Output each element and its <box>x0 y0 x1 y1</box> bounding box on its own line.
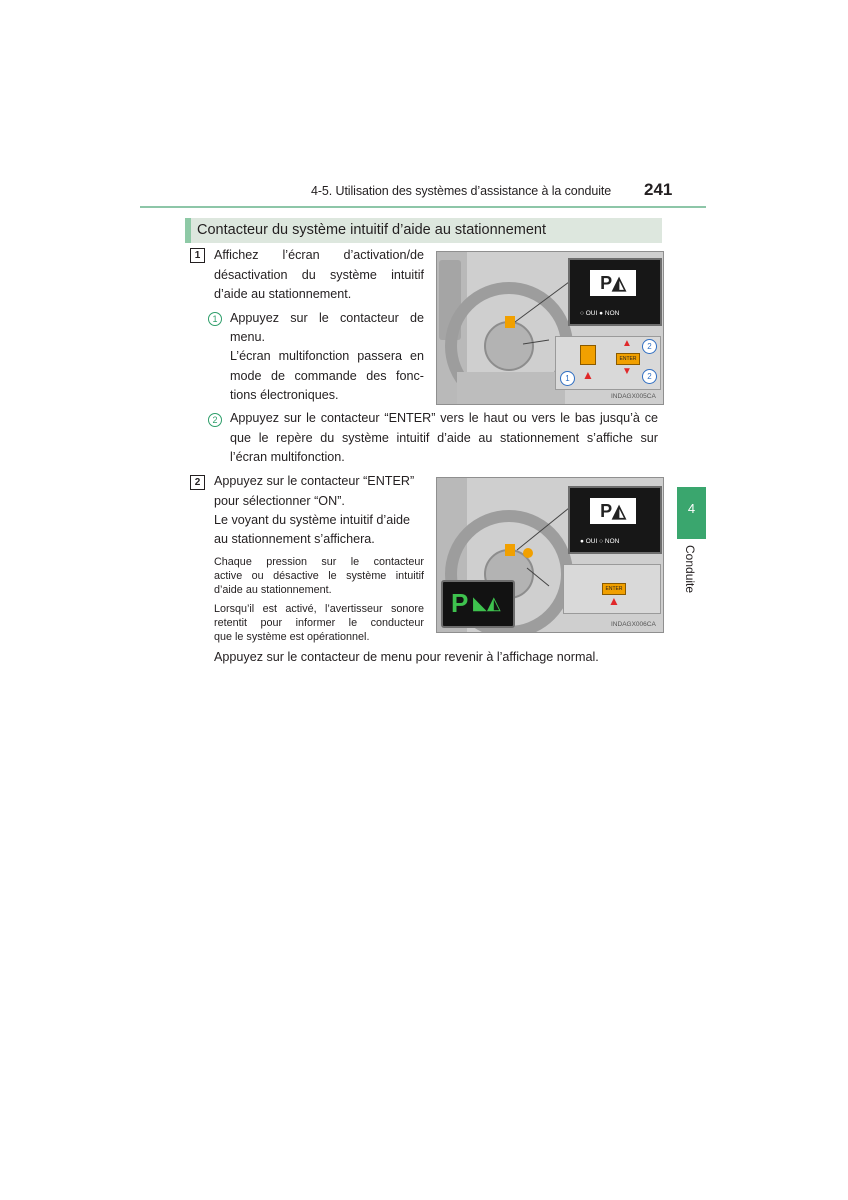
marker-2-up-icon: 2 <box>642 339 657 354</box>
closing-instruction: Appuyez sur le contacteur de menu pour revenir à l’affichage normal. <box>214 650 599 664</box>
indicator-p-icon: P <box>451 588 469 618</box>
radio-on-icon-2: ● <box>580 538 584 545</box>
step-2-marker: 2 <box>190 475 205 490</box>
substep-1-marker: 1 <box>208 312 222 326</box>
chapter-tab: 4 <box>677 487 706 539</box>
marker-2-down-icon: 2 <box>642 369 657 384</box>
note-2-line-1: Lorsqu’il est activé, l’avertisseur sonore <box>214 603 424 615</box>
multi-info-display <box>568 258 662 326</box>
step-2-line-4: au stationnement s’affichera. <box>214 532 375 546</box>
step-2-line-3: Le voyant du système intuitif d’aide <box>214 513 411 527</box>
step-1-line-3: d’aide au stationnement. <box>214 287 352 301</box>
note-2-line-2: retentit pour informer le conducteur <box>214 617 424 629</box>
section-title: Contacteur du système intuitif d’aide au stationnement <box>197 222 547 238</box>
non-option: NON <box>604 310 620 317</box>
substep-2-line-1: Appuyez sur le contacteur “ENTER” vers le haut ou vers le bas jusqu’à ce <box>230 411 658 425</box>
radio-on-icon: ● <box>599 310 604 317</box>
press-arrow-icon: ▲ <box>582 368 594 382</box>
note-1-line-2: active ou désactive le système intuitif <box>214 570 424 582</box>
enter-switch-highlight <box>523 548 533 558</box>
radio-off-icon-2: ○ <box>599 538 604 545</box>
marker-1-icon: 1 <box>560 371 575 386</box>
chapter-tab-label: Conduite <box>683 545 697 594</box>
step-1-marker: 1 <box>190 248 205 263</box>
parking-assist-indicator <box>441 580 515 628</box>
press-arrow-icon-2: ▲ <box>608 594 620 608</box>
substep-2-line-3: l’écran multifonction. <box>230 450 345 464</box>
enter-switch-icon: ENTER <box>616 353 640 365</box>
figure-2-code: INDAGX006CA <box>611 621 656 628</box>
menu-switch-icon <box>580 345 596 365</box>
note-1-line-3: d’aide au stationnement. <box>214 584 332 596</box>
substep-2-line-2: que le repère du système intuitif d’aide au stationnement s’affiche sur <box>230 431 658 445</box>
arrow-down-icon: ▼ <box>622 366 632 377</box>
switch-panel-inset-2 <box>563 564 661 614</box>
header-divider <box>140 206 706 208</box>
step-1-line-1: Affichez l’écran d’activation/de <box>214 248 424 262</box>
enter-switch-icon-2: ENTER <box>602 583 626 595</box>
substep-1-line-1: Appuyez sur le contacteur de <box>230 311 424 325</box>
substep-1-line-2: menu. <box>230 330 266 344</box>
step-1-line-2: désactivation du système intuitif <box>214 268 424 282</box>
step-2-line-2: pour sélectionner “ON”. <box>214 494 345 508</box>
substep-2-marker: 2 <box>208 413 222 427</box>
section-title-accent <box>185 218 191 243</box>
switch-panel-inset <box>555 336 661 390</box>
parking-assist-icon-2: P◭ <box>590 498 636 524</box>
note-2-line-3: que le système est opérationnel. <box>214 631 370 643</box>
radio-off-icon: ○ <box>580 310 584 317</box>
running-header: 4-5. Utilisation des systèmes d’assistance à la conduite <box>311 184 612 198</box>
substep-1-line-4: mode de commande des fonc- <box>230 369 424 383</box>
indicator-waves-icon: ◣◭ <box>473 593 501 613</box>
figure-1-illustration <box>436 251 664 405</box>
multi-info-display-2 <box>568 486 662 554</box>
step-2-line-1: Appuyez sur le contacteur “ENTER” <box>214 474 415 488</box>
menu-switch-highlight-2 <box>505 544 515 556</box>
note-1-line-1: Chaque pression sur le contacteur <box>214 556 424 568</box>
page-number: 241 <box>644 180 673 199</box>
non-option-2: NON <box>604 538 620 545</box>
parking-assist-icon: P◭ <box>590 270 636 296</box>
substep-1-line-3: L’écran multifonction passera en <box>230 349 424 363</box>
figure-2-illustration <box>436 477 664 633</box>
oui-option-2: OUI <box>585 538 598 545</box>
menu-switch-highlight <box>505 316 515 328</box>
oui-option: OUI <box>585 310 598 317</box>
substep-1-line-5: tions électroniques. <box>230 388 339 402</box>
figure-1-code: INDAGX005CA <box>611 393 656 400</box>
arrow-up-icon: ▲ <box>622 338 632 349</box>
